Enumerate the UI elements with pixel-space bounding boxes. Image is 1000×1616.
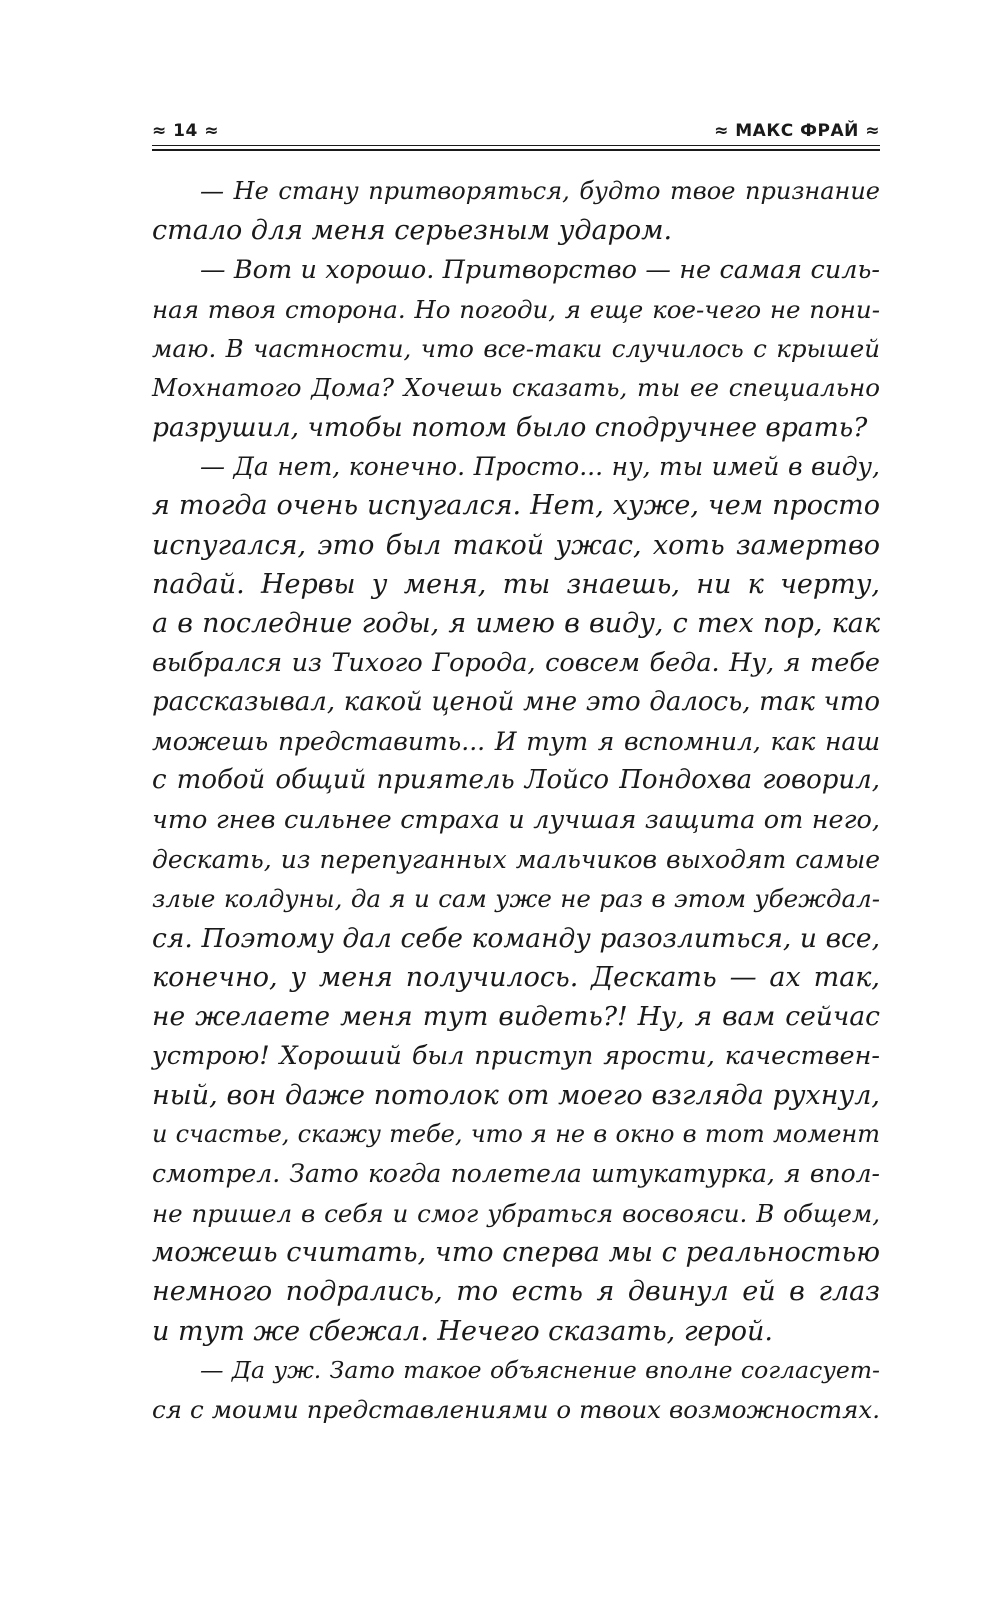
text-line: я тогда очень испугался. Нет, хуже, чем просто [152,490,880,522]
text-line: конечно, у меня получилось. Дескать — ах так, [152,961,880,993]
text-line: можешь считать, что сперва мы с реальностью [152,1237,880,1269]
running-title-author: ≈ МАКС ФРАЙ ≈ [714,121,880,141]
text-line: а в последние годы, я имею в виду, с тех пор, как [152,608,880,640]
text-line: разрушил, чтобы потом было сподручнее врать? [152,411,868,443]
text-line: падай. Нервы у меня, ты знаешь, ни к черту, [152,568,880,600]
text-line: ся с моими представлениями о твоих возможностях. [152,1395,880,1425]
body-text [152,172,880,1430]
text-line: с тобой общий приятель Лойсо Пондохва говорил, [152,765,880,796]
text-line: выбрался из Тихого Города, совсем беда. Ну, я тебе [152,647,880,678]
text-line: немного подрались, то есть я двинул ей в глаз [152,1276,880,1308]
text-line: и тут же сбежал. Нечего сказать, герой. [152,1315,773,1347]
text-line: не желаете меня тут видеть?! Ну, я вам сейчас [152,1001,880,1033]
text-line: маю. В частности, что все-таки случилось с крышей [152,334,880,364]
text-line: дескать, из перепуганных мальчиков выходят самые [152,845,880,875]
text-line: — Да уж. Зато такое объяснение вполне согласует- [200,1355,880,1384]
text-line: устрою! Хороший был приступ ярости, качествен- [152,1040,880,1071]
header-rule-thin [152,145,880,146]
text-line: злые колдуны, да я и сам уже не раз в этом убеждал- [152,884,880,914]
text-line: — Вот и хорошо. Притворство — не самая силь- [200,254,880,285]
running-header [152,117,880,147]
text-line: можешь представить... И тут я вспомнил, как наш [152,727,880,757]
text-line: не пришел в себя и смог убраться восвояси. В общем, [152,1198,880,1228]
text-line: рассказывал, какой ценой мне это далось, так что [152,686,880,717]
text-line: и счастье, скажу тебе, что я не в окно в тот момент [152,1120,880,1149]
text-line: ная твоя сторона. Но погоди, я еще кое-чего не пони- [152,294,880,324]
text-line: что гнев сильнее страха и лучшая защита от него, [152,804,880,835]
text-line: ся. Поэтому дал себе команду разозлиться, и все, [152,922,880,954]
text-line: — Да нет, конечно. Просто... ну, ты имей в виду, [200,452,880,482]
text-line: Мохнатого Дома? Хочешь сказать, ты ее специально [152,373,880,403]
header-rule-thick [152,149,880,151]
text-line: — Не стану притворяться, будто твое признание [200,177,880,205]
page-number: ≈ 14 ≈ [152,121,219,141]
text-line: испугался, это был такой ужас, хоть замертво [152,529,880,561]
text-line: смотрел. Зато когда полетела штукатурка, я впол- [152,1159,880,1189]
text-line: стало для меня серьезным ударом. [152,215,673,247]
text-line: ный, вон даже потолок от моего взгляда рухнул, [152,1079,880,1111]
